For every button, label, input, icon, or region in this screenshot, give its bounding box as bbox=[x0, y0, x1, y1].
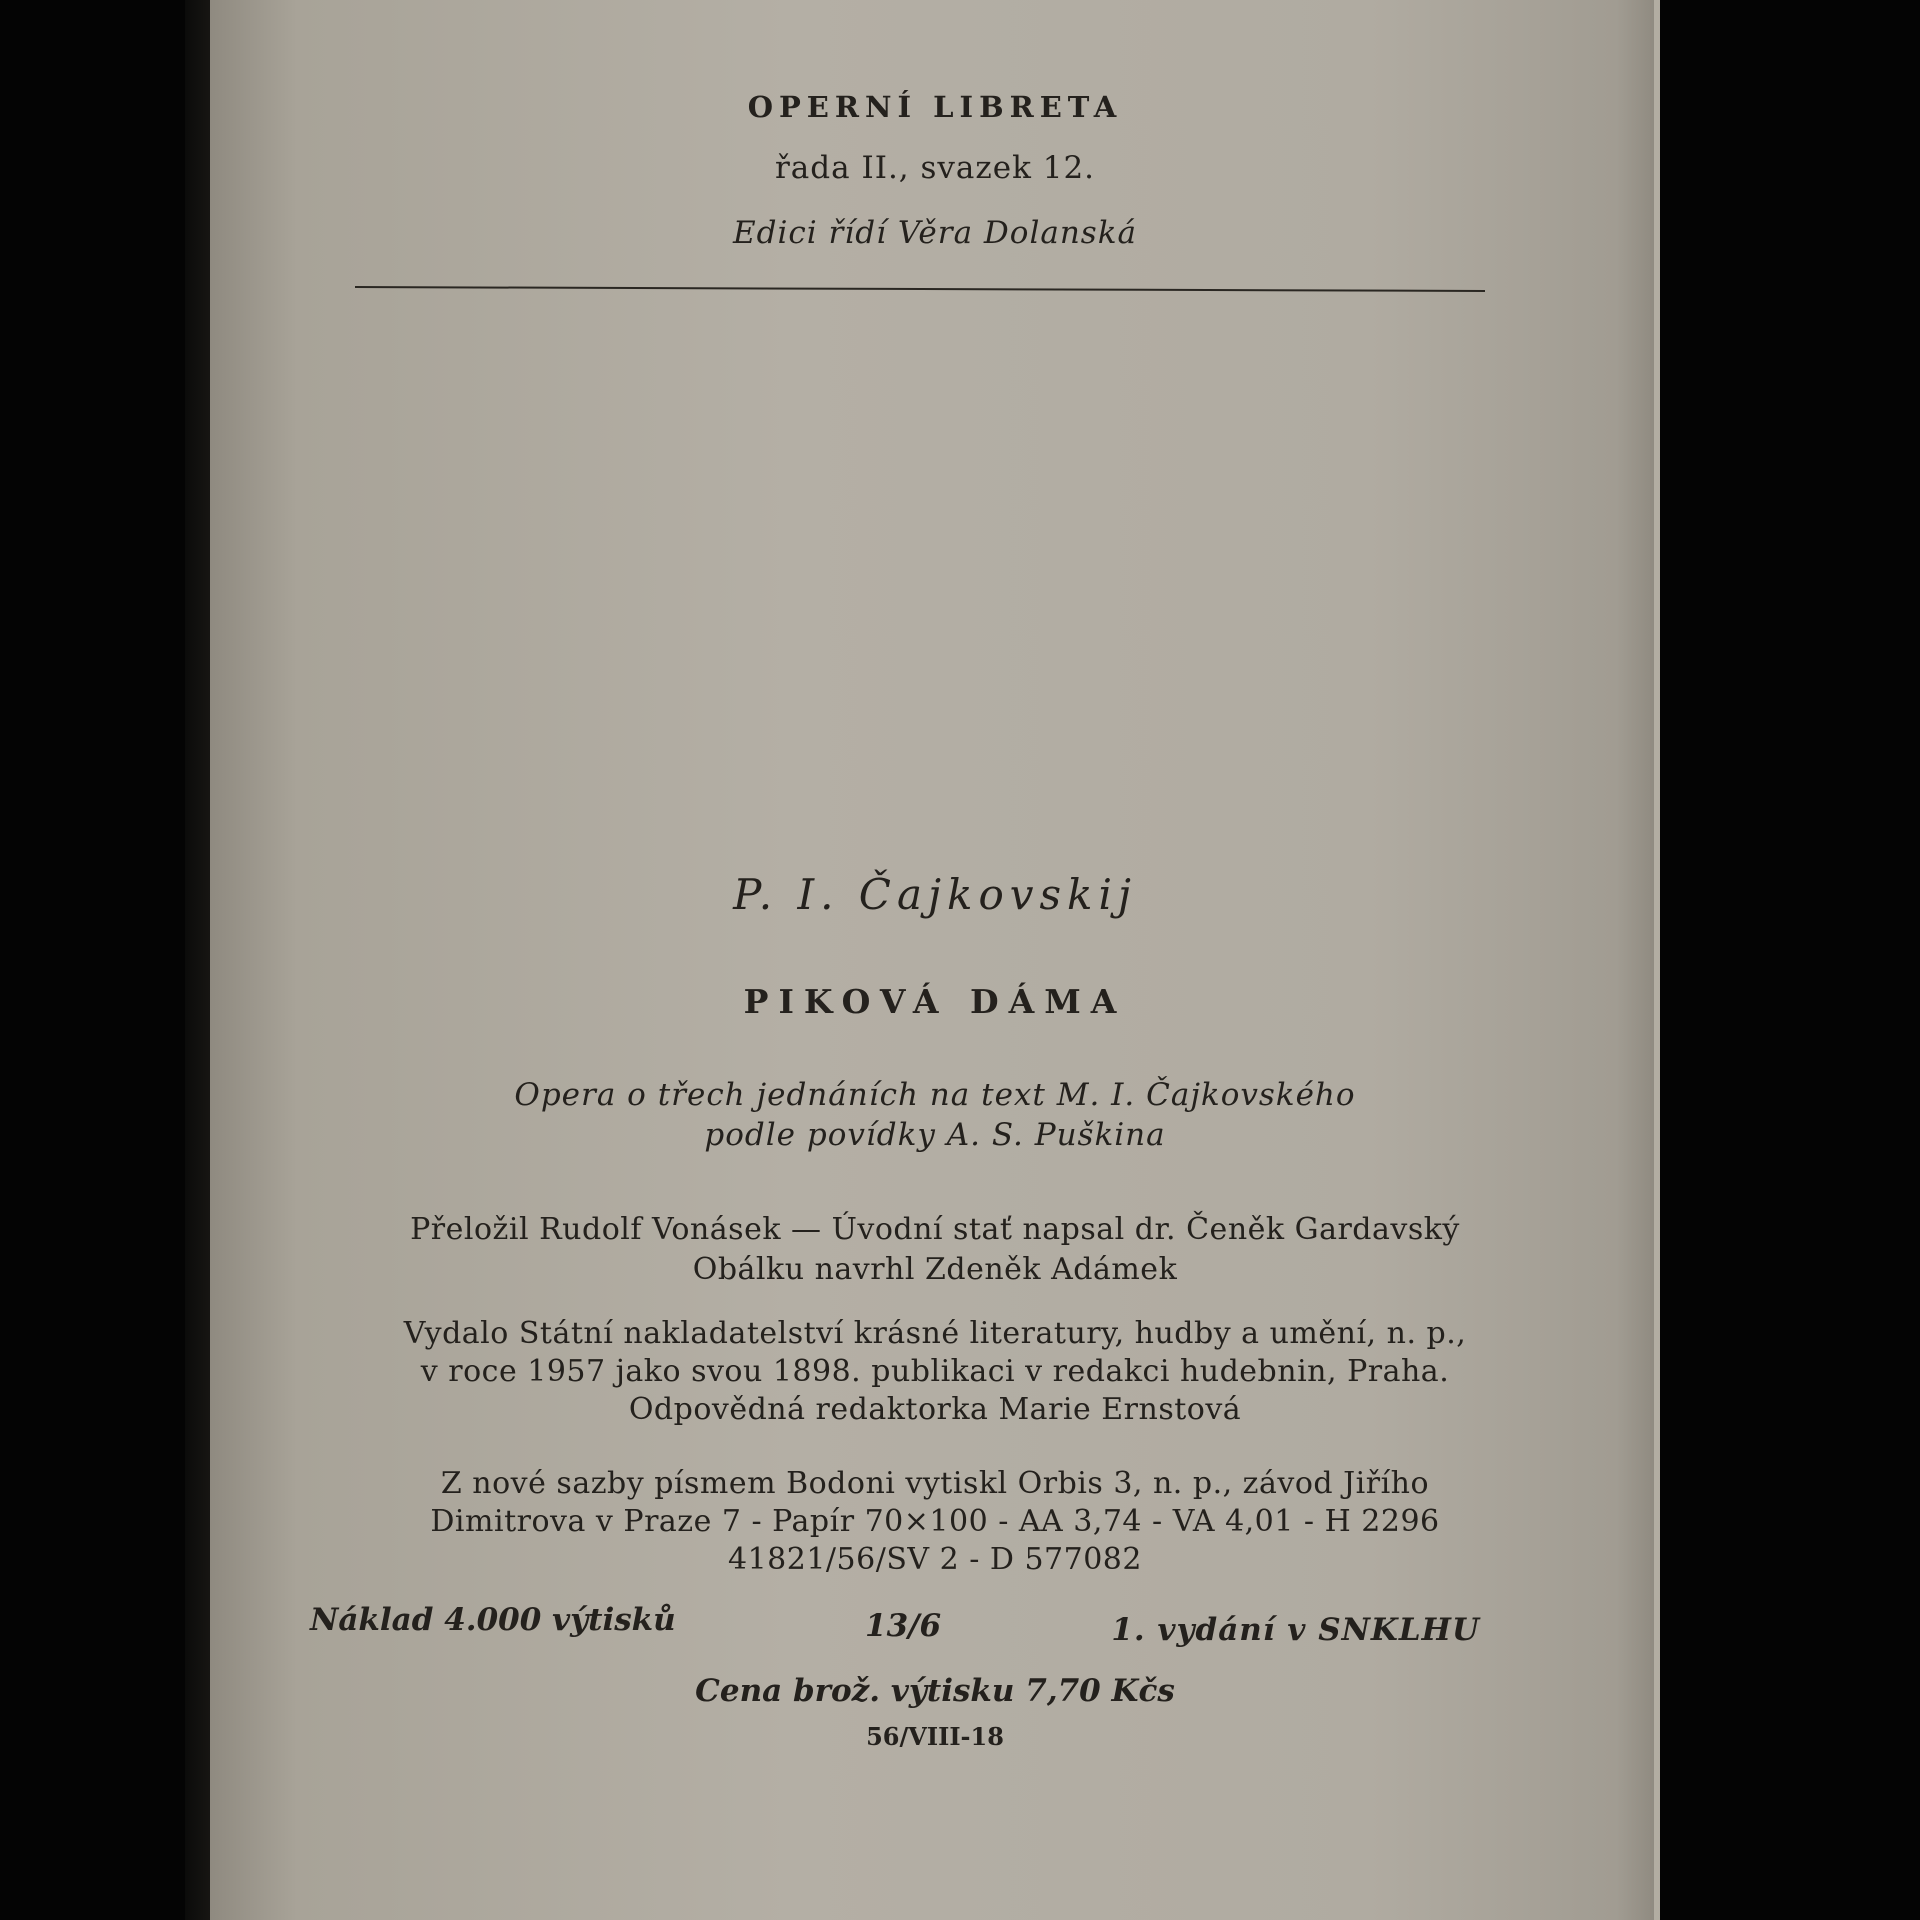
sheet-number: 13/6 bbox=[865, 1608, 942, 1644]
credits-line: Přeložil Rudolf Vonásek — Úvodní stať napsal dr. Čeněk Gardavský bbox=[410, 1212, 1460, 1247]
publisher-line: v roce 1957 jako svou 1898. publikaci v redakci hudebnin, Praha. bbox=[420, 1354, 1450, 1389]
credits-block bbox=[210, 1210, 1660, 1290]
edition-note: 1. vydání v SNKLHU bbox=[1111, 1612, 1480, 1648]
series-editor: Edici řídí Věra Dolanská bbox=[733, 215, 1137, 251]
subtitle-line: Opera o třech jednáních na text M. I. Čajkovského bbox=[514, 1077, 1356, 1113]
work-subtitle bbox=[210, 1075, 1660, 1155]
book-page bbox=[210, 0, 1660, 1920]
work-title: PIKOVÁ DÁMA bbox=[743, 982, 1127, 1021]
print-run: Náklad 4.000 výtisků bbox=[310, 1602, 676, 1638]
catalog-code: 56/VIII-18 bbox=[866, 1722, 1004, 1751]
publisher-line: Odpovědná redaktorka Marie Ernstová bbox=[628, 1392, 1242, 1427]
publisher-line: Vydalo Státní nakladatelství krásné literatury, hudby a umění, n. p., bbox=[403, 1316, 1467, 1351]
printing-line: Dimitrova v Praze 7 - Papír 70×100 - AA 3,74 - VA 4,01 - H 2296 bbox=[430, 1504, 1440, 1539]
printing-line: Z nové sazby písmem Bodoni vytiskl Orbis 3, n. p., závod Jiřího bbox=[440, 1466, 1430, 1501]
printing-line: 41821/56/SV 2 - D 577082 bbox=[728, 1542, 1142, 1577]
series-title: OPERNÍ LIBRETA bbox=[747, 90, 1123, 124]
author-name: P. I. Čajkovskij bbox=[733, 870, 1137, 919]
subtitle-line: podle povídky A. S. Puškina bbox=[704, 1117, 1166, 1153]
horizontal-rule bbox=[355, 286, 1485, 292]
publisher-block bbox=[210, 1315, 1660, 1429]
page-edge bbox=[1654, 0, 1660, 1920]
series-volume: řada II., svazek 12. bbox=[774, 150, 1096, 186]
credits-line: Obálku navrhl Zdeněk Adámek bbox=[692, 1252, 1178, 1287]
printing-block bbox=[210, 1465, 1660, 1579]
price-line: Cena brož. výtisku 7,70 Kčs bbox=[695, 1673, 1175, 1709]
